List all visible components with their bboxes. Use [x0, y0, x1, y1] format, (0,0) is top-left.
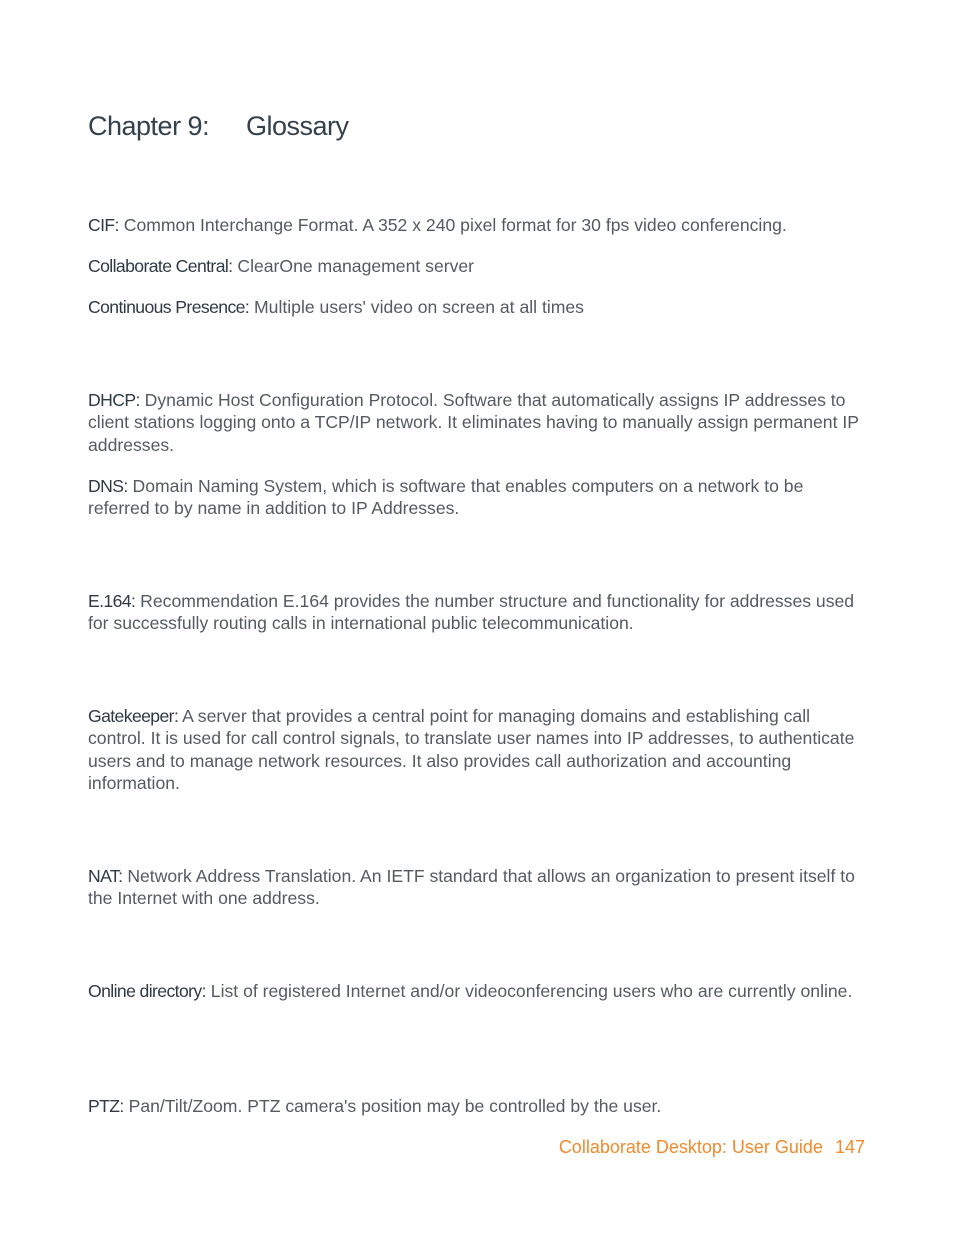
glossary-term: Gatekeeper: — [88, 706, 179, 726]
glossary-term: Online directory: — [88, 981, 206, 1001]
glossary-definition: Pan/Tilt/Zoom. PTZ camera's position may be controlled by the user. — [128, 1096, 662, 1116]
page-footer — [559, 1137, 865, 1158]
glossary-definition: List of registered Internet and/or videoconferencing users who are currently online. — [210, 981, 853, 1001]
glossary-term: Collaborate Central: — [88, 256, 233, 276]
glossary-entry-e164 — [88, 590, 868, 635]
glossary-term: CIF: — [88, 215, 119, 235]
glossary-definition: Common Interchange Format. A 352 x 240 pixel format for 30 fps video conferencing. — [123, 215, 787, 235]
footer-guide-title: Collaborate Desktop: User Guide — [558, 1137, 823, 1157]
glossary-entry-collaborate-central — [88, 255, 868, 277]
glossary-term: PTZ: — [88, 1096, 124, 1116]
glossary-term: NAT: — [88, 866, 123, 886]
glossary-term: E.164: — [88, 591, 136, 611]
glossary-definition: Network Address Translation. An IETF standard that allows an organization to present itself to the Internet with one address. — [88, 866, 855, 909]
glossary-entry-nat — [88, 865, 868, 910]
glossary-definition: Domain Naming System, which is software that enables computers on a network to be referred to by name in addition to IP Addresses. — [88, 476, 804, 519]
glossary-definition: ClearOne management server — [237, 256, 475, 276]
chapter-title — [88, 111, 349, 142]
glossary-entry-dns — [88, 475, 868, 520]
glossary-definition: A server that provides a central point for managing domains and establishing call control. It is used for call control signals, to translate user names into IP addresses, to authenticate users and to manage network resources. It also provides call authorization and accounting information. — [88, 706, 855, 793]
glossary-entry-continuous-presence — [88, 296, 868, 318]
glossary-definition: Multiple users' video on screen at all times — [254, 297, 584, 317]
page-number: 147 — [834, 1137, 865, 1157]
glossary-entry-dhcp — [88, 389, 868, 456]
glossary-definition: Recommendation E.164 provides the number structure and functionality for addresses used for successfully routing calls in international public telecommunication. — [88, 591, 855, 634]
chapter-name: Glossary — [246, 111, 349, 141]
glossary-entry-online-directory — [88, 980, 868, 1002]
glossary-term: DNS: — [88, 476, 128, 496]
glossary-entry-cif — [88, 214, 868, 236]
glossary-term: DHCP: — [88, 390, 140, 410]
glossary-definition: Dynamic Host Configuration Protocol. Software that automatically assigns IP addresses to client stations logging onto a TCP/IP network. It eliminates having to manually assign permanent IP addresses. — [88, 390, 859, 455]
glossary-term: Continuous Presence: — [88, 297, 250, 317]
glossary-entry-ptz — [88, 1095, 868, 1117]
chapter-number: Chapter 9: — [88, 111, 210, 141]
glossary-entry-gatekeeper — [88, 705, 868, 794]
